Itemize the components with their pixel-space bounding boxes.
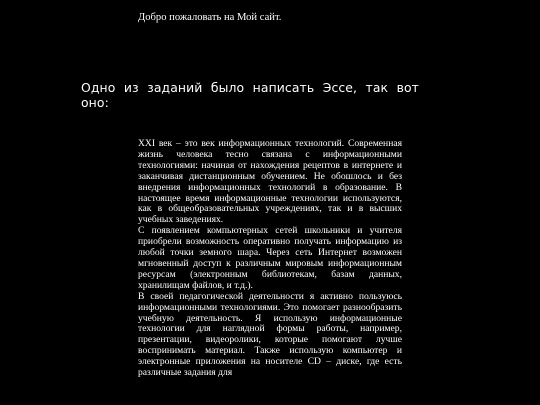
welcome-message: Добро пожаловать на Мой сайт.	[138, 12, 282, 23]
essay-paragraph: XXI век – это век информационных технологий. Современная жизнь человека тесно связана с информационными технологиями: начиная от нахождения рецептов в интернете и заканчивая дистанционным обучением. Не обошлось и без внедрения информационных технологий в образование. В настоящее время информационные технологии используются, как в общеобразовательных учреждениях, так и в высших учебных заведениях.	[138, 138, 402, 226]
page-heading: Одно из заданий было написать Эссе, так вот оно:	[81, 80, 419, 110]
essay-paragraph: С появлением компьютерных сетей школьники и учителя приобрели возможность оперативно получать информацию из любой точки земного шара. Через сеть Интернет возможен мгновенный доступ к различным мировым информационным ресурсам (электронным библиотекам, базам данных, хранилищам файлов, и т.д.).	[138, 225, 402, 291]
essay-text	[138, 139, 402, 379]
essay-paragraph: В своей педагогической деятельности я активно пользуюсь информационными технологиями. Это помогает разнообразить учебную деятельность. Я использую информационные технологии для наглядной формы работы, например, презентации, видеоролики, которые помогают лучше воспринимать материал. Также использую компьютер и электронные приложения на носителе CD – диске, где есть различные задания для	[138, 290, 402, 379]
